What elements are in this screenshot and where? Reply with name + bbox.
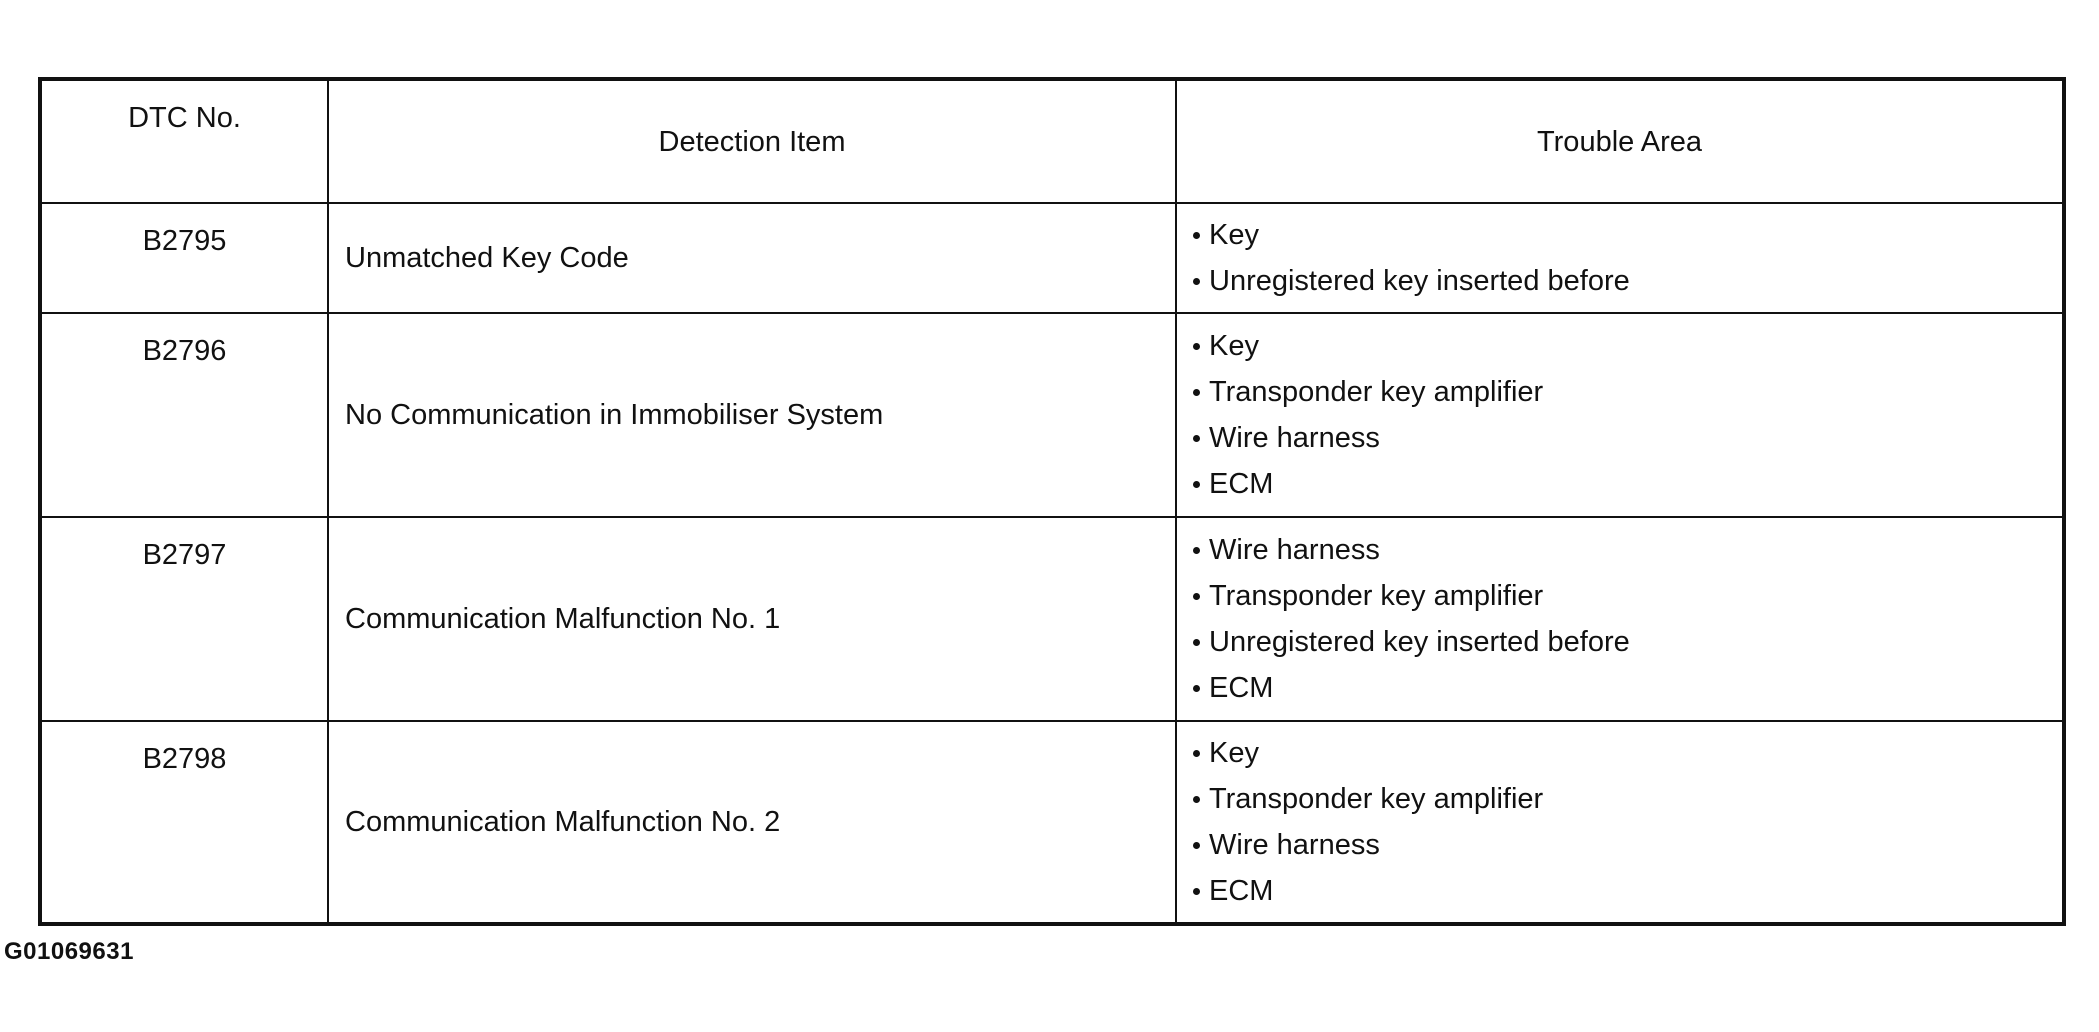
trouble-area-list (1191, 323, 2062, 507)
trouble-area-item: Key (1191, 730, 2062, 776)
detection-item: No Communication in Immobiliser System (328, 313, 1176, 517)
header-detection-item: Detection Item (328, 79, 1176, 203)
trouble-area-item: Wire harness (1191, 822, 2062, 868)
detection-item: Communication Malfunction No. 2 (328, 721, 1176, 924)
trouble-area-list (1191, 527, 2062, 711)
header-dtc-no: DTC No. (40, 79, 328, 203)
trouble-area-item: Wire harness (1191, 527, 2062, 573)
trouble-area (1176, 203, 2064, 313)
trouble-area-item: ECM (1191, 461, 2062, 507)
trouble-area-item: ECM (1191, 665, 2062, 711)
figure-id: G01069631 (4, 938, 134, 965)
header-trouble-area: Trouble Area (1176, 79, 2064, 203)
table-row (40, 721, 2064, 924)
trouble-area-item: Unregistered key inserted before (1191, 258, 2062, 304)
trouble-area-list (1191, 730, 2062, 914)
trouble-area-item: ECM (1191, 868, 2062, 914)
trouble-area (1176, 313, 2064, 517)
dtc-code: B2796 (40, 313, 328, 517)
trouble-area-list (1191, 212, 2062, 304)
detection-item: Unmatched Key Code (328, 203, 1176, 313)
table-row (40, 517, 2064, 721)
trouble-area-item: Transponder key amplifier (1191, 573, 2062, 619)
dtc-table (38, 77, 2066, 926)
dtc-code: B2795 (40, 203, 328, 313)
trouble-area (1176, 517, 2064, 721)
trouble-area-item: Wire harness (1191, 415, 2062, 461)
trouble-area-item: Unregistered key inserted before (1191, 619, 2062, 665)
header-row (40, 79, 2064, 203)
table-header (40, 79, 2064, 203)
dtc-code: B2797 (40, 517, 328, 721)
detection-item: Communication Malfunction No. 1 (328, 517, 1176, 721)
trouble-area-item: Key (1191, 212, 2062, 258)
trouble-area-item: Transponder key amplifier (1191, 369, 2062, 415)
trouble-area-item: Transponder key amplifier (1191, 776, 2062, 822)
table-body (40, 203, 2064, 924)
trouble-area-item: Key (1191, 323, 2062, 369)
dtc-code: B2798 (40, 721, 328, 924)
table-row (40, 313, 2064, 517)
table-row (40, 203, 2064, 313)
trouble-area (1176, 721, 2064, 924)
